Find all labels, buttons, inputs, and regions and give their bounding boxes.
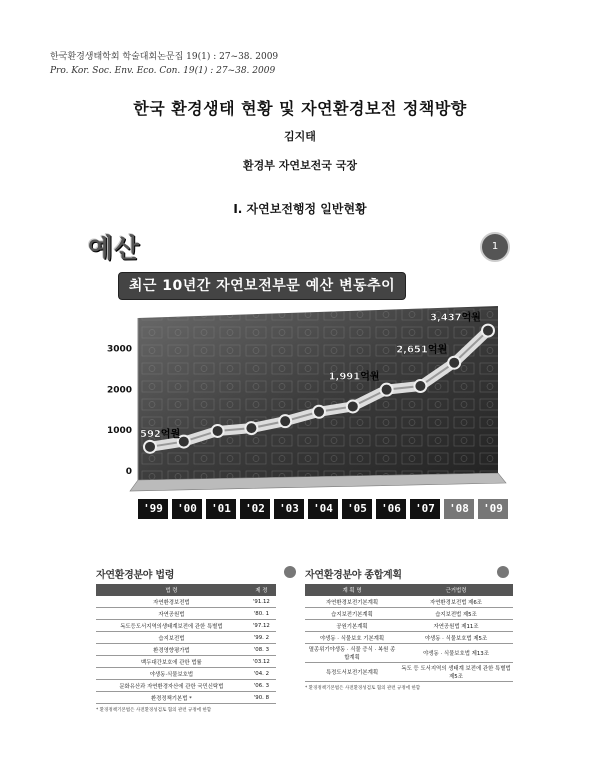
table-row	[96, 668, 276, 680]
data-label: 592억원	[140, 428, 181, 440]
data-point	[245, 422, 257, 434]
table-row	[96, 620, 276, 632]
data-point	[448, 357, 460, 369]
table-cell-name: 야생동 · 식물보호 기본계획	[305, 632, 399, 644]
table-cell-value: '04. 2	[247, 668, 276, 680]
laws-bullet-icon	[284, 566, 296, 578]
table-row	[305, 596, 513, 608]
data-label: 3,437억원	[430, 312, 481, 324]
table-row	[96, 596, 276, 608]
table-row	[96, 680, 276, 692]
table-cell-name: 환경정책기본법 *	[96, 692, 247, 704]
table-row	[305, 620, 513, 632]
data-point	[414, 380, 426, 392]
x-tick-label: '09	[478, 499, 508, 519]
x-tick-label: '99	[138, 499, 168, 519]
table-cell-value: '90. 8	[247, 692, 276, 704]
table-cell-value: 야생동 · 식물보호법 제5조	[399, 632, 513, 644]
data-point	[347, 400, 359, 412]
table-cell-name: 자연환경보전기본계획	[305, 596, 399, 608]
table-row	[305, 644, 513, 663]
y-tick-label: 2000	[106, 385, 132, 396]
data-point	[381, 384, 393, 396]
budget-line-chart	[88, 288, 516, 503]
table-cell-value: '08. 3	[247, 644, 276, 656]
data-point	[313, 406, 325, 418]
table-cell-name: 야생동·식물보호법	[96, 668, 247, 680]
table-cell-value: '03.12	[247, 656, 276, 668]
x-tick-label: '03	[274, 499, 304, 519]
table-row	[96, 656, 276, 668]
x-tick-label: '02	[240, 499, 270, 519]
x-tick-label: '01	[206, 499, 236, 519]
table-cell-value: '99. 2	[247, 632, 276, 644]
chart-title-banner: 최근 10년간 자연보전부문 예산 변동추이	[118, 272, 406, 300]
table-cell-name: 문화유산과 자연환경자산에 관한 국민신탁법	[96, 680, 247, 692]
table-cell-value: '91.12	[247, 596, 276, 608]
banknote-texture	[138, 306, 498, 480]
budget-slide	[88, 228, 516, 533]
journal-citation-ko: 한국환경생태학회 학술대회논문집 19(1) : 27~38. 2009	[50, 52, 279, 62]
y-tick-label: 3000	[106, 344, 132, 355]
table-row	[96, 608, 276, 620]
table-cell-value: '97.12	[247, 620, 276, 632]
laws-table-title: 자연환경분야 법령	[96, 570, 175, 581]
data-label: 2,651억원	[396, 344, 448, 356]
data-label: 1,991억원	[328, 371, 380, 383]
x-tick-label: '06	[376, 499, 406, 519]
table-row	[305, 632, 513, 644]
plans-col-plan: 계 획 명	[305, 584, 399, 596]
table-cell-name: 환경영향평가법	[96, 644, 247, 656]
table-row	[96, 632, 276, 644]
laws-col-enacted: 제 정	[247, 584, 276, 596]
table-row	[96, 692, 276, 704]
table-cell-name: 특정도서보전기본계획	[305, 663, 399, 682]
table-cell-name: 자연공원법	[96, 608, 247, 620]
table-cell-name: 자연환경보전법	[96, 596, 247, 608]
table-cell-name: 습지보전기본계획	[305, 608, 399, 620]
data-point	[279, 415, 291, 427]
plans-table-title: 자연환경분야 종합계획	[305, 570, 402, 581]
x-tick-label: '08	[444, 499, 474, 519]
x-tick-label: '05	[342, 499, 372, 519]
table-cell-name: 멸종위기야생동 · 식물 증식 · 복원 종합계획	[305, 644, 399, 663]
y-tick-label: 1000	[106, 426, 132, 437]
laws-table	[96, 584, 276, 704]
laws-footnote: * 환경정책기본법은 사전환경성검토 협의 관련 규정에 한함	[96, 708, 212, 713]
paper-affiliation: 환경부 자연보전국 국장	[243, 159, 357, 172]
slide-title: 예산	[88, 234, 141, 264]
table-cell-name: 공원기본계획	[305, 620, 399, 632]
table-cell-value: '06. 3	[247, 680, 276, 692]
slide-number-badge: 1	[480, 232, 510, 262]
plans-col-basis: 근거법령	[399, 584, 513, 596]
laws-col-law: 법 령	[96, 584, 247, 596]
table-cell-value: 습지보전법 제5조	[399, 608, 513, 620]
table-cell-name: 독도등도서지역의생태계보전에 관한 특별법	[96, 620, 247, 632]
table-cell-value: 독도 등 도서지역의 생태계 보전에 관한 특별법 제5조	[399, 663, 513, 682]
x-axis-labels	[138, 499, 508, 519]
table-cell-name: 습지보전법	[96, 632, 247, 644]
laws-table-section	[96, 566, 276, 713]
paper-author: 김지태	[284, 130, 316, 143]
paper-title: 한국 환경생태 현황 및 자연환경보전 정책방향	[133, 99, 467, 118]
x-tick-label: '00	[172, 499, 202, 519]
table-cell-value: 자연공원법 제11조	[399, 620, 513, 632]
table-row	[305, 663, 513, 682]
table-cell-name: 백두대간보호에 관한 법률	[96, 656, 247, 668]
x-tick-label: '04	[308, 499, 338, 519]
plans-table	[305, 584, 513, 682]
journal-citation-en: Pro. Kor. Soc. Env. Eco. Con. 19(1) : 27~38. 2009	[50, 66, 276, 76]
plans-bullet-icon	[497, 566, 509, 578]
plans-footnote: * 환경정책기본법은 사전환경성검토 협의 관련 규정에 한함	[305, 686, 421, 691]
y-tick-label: 0	[125, 467, 132, 477]
table-cell-value: 야생동 · 식물보호법 제13조	[399, 644, 513, 663]
table-row	[305, 608, 513, 620]
data-point	[482, 325, 494, 337]
section-heading: Ⅰ. 자연보전행정 일반현황	[233, 202, 367, 216]
x-tick-label: '07	[410, 499, 440, 519]
data-point	[144, 441, 156, 453]
plans-table-section	[305, 566, 513, 691]
table-cell-value: '80. 1	[247, 608, 276, 620]
table-cell-value: 자연환경보전법 제6조	[399, 596, 513, 608]
data-point	[212, 425, 224, 437]
table-row	[96, 644, 276, 656]
